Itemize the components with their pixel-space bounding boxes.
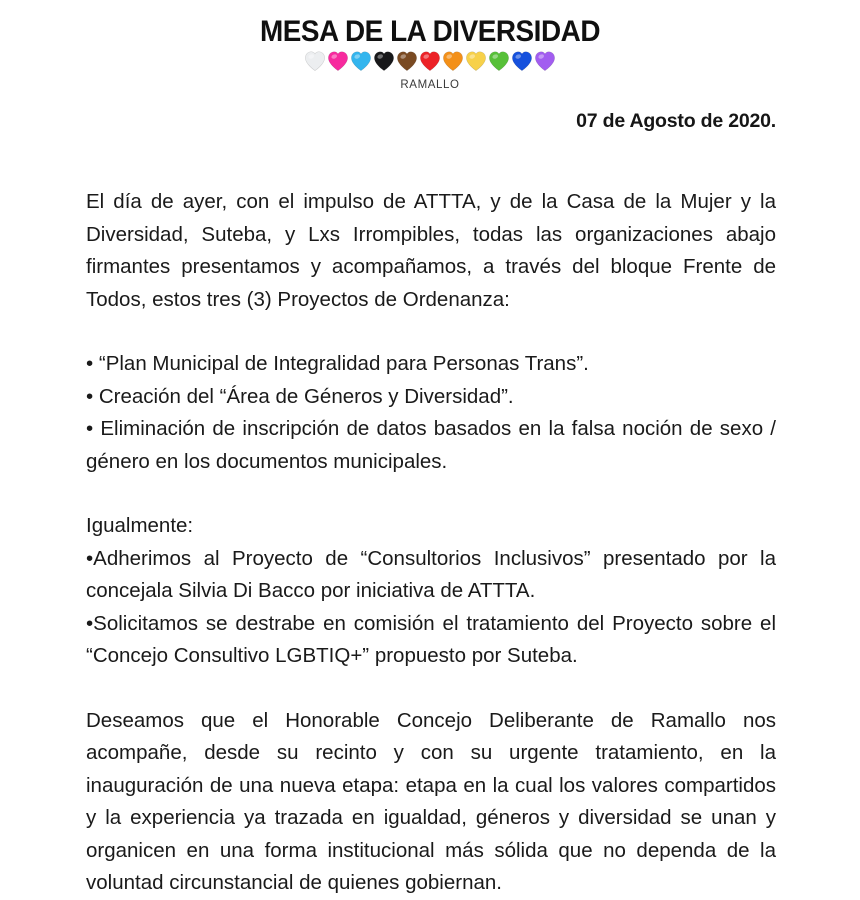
green-heart-icon: [488, 50, 510, 72]
black-heart-icon: [373, 50, 395, 72]
orange-heart-icon: [442, 50, 464, 72]
heart-row: [0, 50, 860, 76]
paragraph-spacer-3: [86, 673, 776, 705]
letterhead: [0, 16, 860, 91]
white-heart-icon: [304, 50, 326, 72]
project-item-2: • Creación del “Área de Géneros y Diversidad”.: [86, 384, 514, 408]
project-item-3: • Eliminación de inscripción de datos basados en la falsa noción de sexo / género en los documentos municipales.: [86, 417, 776, 473]
organization-locality: RAMALLO: [400, 79, 460, 91]
brown-heart-icon: [396, 50, 418, 72]
document-body: [86, 186, 776, 900]
organization-title: MESA DE LA DIVERSIDAD: [259, 15, 601, 48]
paragraph-spacer-2: [86, 478, 776, 510]
closing-paragraph: Deseamos que el Honorable Concejo Deliberante de Ramallo nos acompañe, desde su recinto y con su urgente tratamiento, en la inauguración de una nueva etapa: etapa en la cual los valores compartidos y la experiencia ya trazada en igualdad, géneros y diversidad se unan y organicen en una forma institucional más sólida que no dependa de la voluntad circunstancial de quienes gobiernan.: [86, 708, 776, 894]
purple-heart-icon: [534, 50, 556, 72]
light-blue-heart-icon: [350, 50, 372, 72]
paragraph-spacer: [86, 316, 776, 348]
likewise-item-2: •Solicitamos se destrabe en comisión el tratamiento del Proyecto sobre el “Concejo Consultivo LGBTIQ+” propuesto por Suteba.: [86, 611, 776, 667]
document-date: 07 de Agosto de 2020.: [576, 110, 776, 132]
pink-heart-icon: [327, 50, 349, 72]
yellow-heart-icon: [465, 50, 487, 72]
blue-heart-icon: [511, 50, 533, 72]
likewise-item-1: •Adherimos al Proyecto de “Consultorios Inclusivos” presentado por la concejala Silvia Di Bacco por iniciativa de ATTTA.: [86, 546, 776, 602]
intro-paragraph: El día de ayer, con el impulso de ATTTA, y de la Casa de la Mujer y la Diversidad, Suteba, y Lxs Irrompibles, todas las organizaciones abajo firmantes presentamos y acompañamos, a través del bloque Frente de Todos, estos tres (3) Proyectos de Ordenanza:: [86, 190, 776, 311]
project-item-1: • “Plan Municipal de Integralidad para Personas Trans”.: [86, 352, 589, 375]
red-heart-icon: [419, 50, 441, 72]
likewise-heading: Igualmente:: [86, 514, 194, 537]
